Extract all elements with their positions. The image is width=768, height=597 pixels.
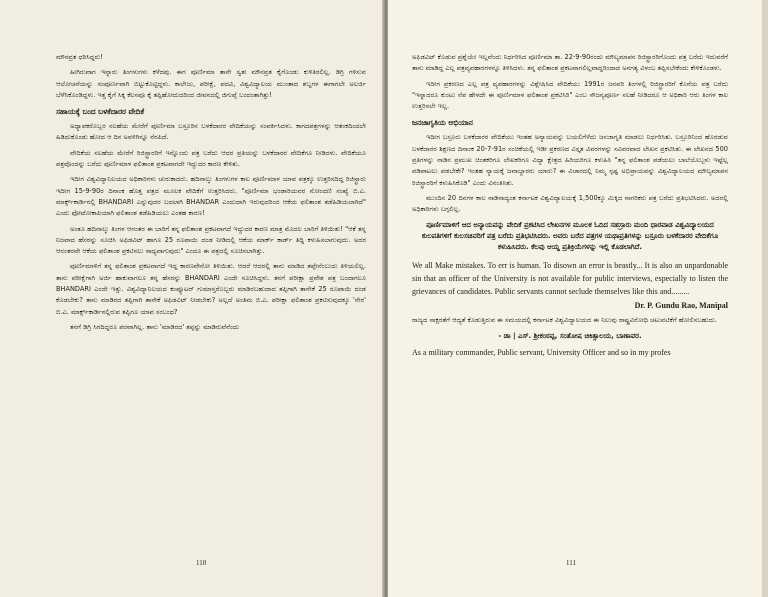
top-line: ಮೌನವ್ರತ ಧರಿಸಿದ್ದರು! [56,53,103,61]
paragraph: ಅಫಿಡವಿಟ್ ಕೊಡುವ ಪ್ರಶ್ನೆಯೇ ಇಲ್ಲವೆಂದು ನಿರ್ಧರಿಸಿದ ಪೂರ್ಣಿಮಾ ತಾ. 22-9-90ರಂದು ಮೌಲ್ಯಮಾಪನ ರಿಜಿಸ್ಟ್ರಾರರಿಗೊಂದು ಪತ್ರ ಬರೆದು ಇದುವರೆಗೆ ತಾನು ಮಾಡಿದ್ದ ಎಲ್ಲ ಪತ್ರವ್ಯವಹಾರಗಳನ್ನೂ ತಿಳಿಸಿದಳು. ತನ್ನ ಫಲಿತಾಂಶ ಪ್ರಕಟವಾಗಲಿಲ್ಲವಾದ್ದರಿಂದಾದ ಅನಗತ್ಯ ವಿಳಂಬ ತಪ್ಪಿಸಬೇಕೆಂದು ಕೇಳಿಕೊಂಡಳು. [412,53,728,73]
page-number: 111 [566,559,576,567]
paragraph: ರಾಜ್ಯದ ಸಾಕ್ಷರತೆಗೆ ಆದ್ಯತೆ ಕೊಡುತ್ತಿರುವ ಈ ಸಮಯದಲ್ಲಿ ಕರ್ನಾಟಕ ವಿಶ್ವವಿದ್ಯಾಲಯದ ಈ ನಿಲುವು ರಾಷ್ಟ್ರವಿರೋಧಿ ಚಟುವಟಿಕೆಗೆ ಹೋಲಿಸಬಹುದು. [412,316,717,325]
paragraph: ಇದೀಗ ವಿಶ್ವವಿದ್ಯಾನಿಲಯದ ಅಧಿಕಾರಿಗಳು ಚುರುಕಾದರು. ಹದಿನಾಲ್ಕು ತಿಂಗಳುಗಳ ಕಾಲ ಪೂರ್ಣಿಮಾಳ ಯಾವ ಪತ್ರಕ್ಕೂ ಉತ್ತರಿಸದಿದ್ದ ರಿಜಿಸ್ಟ್ರಾರು ಇದೀಗ 15-9-90ರ ದಿನಾಂಕ ಹೊತ್ತ ಪತ್ರದ ಮೂಲಕ ವೇದಿಕೆಗೆ ಉತ್ತರಿಸಿದರು. "ಪೂರ್ಣಿಮಾ ಭಂಡಾರಿಯವರ ನೋಂದಣಿ ಸಂಖ್ಯೆ ಬಿ.ಎ. ಮಾರ್ಕ್ಸ್‌ಕಾರ್ಡಿನಲ್ಲಿ BHANDARI ಎನ್ನುವುದರ ಬದಲಾಗಿ BHANDAR ಎಂದುದಾಗಿ ಇರುವುದರಿಂದ ಆಕೆಯ ಫಲಿತಾಂಶ ತಡೆಹಿಡಿಯಲಾಗಿದೆ" ಎಂದು ಫೋಟೋಕಾಪಿಯಾಗಿ ಫಲಿತಾಂಶ ತಡೆಹಿಡಿಯಲು ಎಂತಹ ಕಾರಣ! [56,175,366,218]
paragraph: ಅಧ್ಯಾಪಕರೊಬ್ಬರ ಸಲಹೆಯ ಮೇರೆಗೆ ಪೂರ್ಣಿಮಾ ಬಸ್ರೂರಿನ ಬಳಕೆದಾರರ ವೇದಿಕೆಯನ್ನು ಸಂಪರ್ಕಿಸಿದಳು. ಕಾಗದಪತ್ರಗಳನ್ನು ಆತಂಕದಿಂದಲೇ ಹಿಡಿದುಕೊಂಡು ಹೋದ ಆ ದಿನ ಅವಳಿಗಿನ್ನೂ ನೆನಪಿದೆ. [56,122,366,142]
paragraph: ಮುಂದಿನ 20 ದಿನಗಳ ಕಾಲ ನಾಡಿನಾದ್ಯಂತ ಕರ್ನಾಟಕ ವಿಶ್ವವಿದ್ಯಾಲಯಕ್ಕೆ 1,500ಕ್ಕೂ ಮಿಕ್ಕಿದ ನಾಗರಿಕರು ಪತ್ರ ಬರೆದು ಪ್ರತಿಭಟಿಸಿದರು. ಅದರಲ್ಲಿ ಅಧಿಕಾರಿಗಳು ಬಗ್ಗಲಿಲ್ಲ. [412,193,728,214]
quote-signature: - ಡಾ | ಎಸ್. ಶ್ರೀಕಂಠಪ್ಪ, ಸಂತೋಷ ಚಿಕಿತ್ಸಾಲಯ, ಬಾಣಾವರ. [498,331,642,340]
paragraph: ಅಂತೂ ಹದಿನಾಲ್ಕು ತಿಂಗಳ ಆನಂತರ ಈ ಬಾರಿಗೆ ತನ್ನ ಫಲಿತಾಂಶ ಪ್ರಕಟವಾಗದೆ ಇದ್ದುದರ ಕಾರಣ ಮಾತ್ರ ಮೊದಲ ಬಾರಿಗೆ ತಿಳಿಯಿತು! "ಆಕೆ ತನ್ನ ನಿಜವಾದ ಹೆಸರನ್ನು ಸೂಚಿಸಿ ಅಫಿಡವಿಟ್ ಹಾಗೂ 25 ರೂಪಾಯಿ ದಂಡ ನೀಡಿದಲ್ಲಿ ಆಕೆಯ ಮಾರ್ಕ್ ಕಾರ್ಡ್ ತಿದ್ದಿ ಕಳುಹಿಸಲಾಗುವುದು. ಅದರ ಆನಂತರವೇ ಆಕೆಯ ಫಲಿತಾಂಶ ಪ್ರಕಟಿಸಲು ಸಾಧ್ಯವಾಗುವುದು" ಎಂದೂ ಈ ಪತ್ರದಲ್ಲಿ ಸೂಚಿಸಲಾಗಿತ್ತು. [56,224,366,256]
paragraph: ವೇದಿಕೆಯ ಸಲಹೆಯ ಮೇರೆಗೆ ರಿಜಿಸ್ಟ್ರಾರರಿಗೆ ಇನ್ನೊಂದು ಪತ್ರ ಬರೆದು ಆದರ ಪ್ರತಿಯನ್ನು ಬಳಕೆದಾರರ ವೇದಿಕೆಗೂ ನೀಡಿದಳು. ವೇದಿಕೆಯೂ ಪತ್ರವೊಂದನ್ನು ಬರೆದು ಪೂರ್ಣಿಮಾಳ ಫಲಿತಾಂಶ ಪ್ರಕಟವಾಗದೇ ಇದ್ದುದರ ಕಾರಣ ಕೇಳಿತು. [56,148,366,169]
paragraph: ಹೀಗಿರುವಾಗ ಇನ್ನಾರು ತಿಂಗಳುಗಳು ಕಳೆದವು. ಈಗ ಪೂರ್ಣಿಮಾ ತಾನೇ ಸ್ವತಃ ಮೌನವ್ರತ ಕೈಗೊಂಡು ಕುಳಿತಿರಲಿಲ್ಲ. ಡಿಗ್ರಿ ಗಳಿಸುವ ಆಲೋಚನೆಯನ್ನು ಸಂಪೂರ್ಣವಾಗಿ ಬಿಟ್ಟುಕೊಟ್ಟಿದ್ದಳು. ಕಾಲೇಜು, ಪರೀಕ್ಷೆ, ಪದವಿ, ವಿಶ್ವವಿದ್ಯಾಲಯ ಮುಂತಾದ ಶಬ್ದಗಳ ಈಗಾಗಲೇ ಅಲರ್ಜಿ ಬೆಳೆಸಿಕೊಂಡಿದ್ದಳು. ಇತ್ತ ಕೈಗೆ ಸಿಕ್ಕ ಕೆಲಸವೂ ಕೈ ತಪ್ಪಿಹೋದುದರಿಂದ ಜೀವನದಲ್ಲಿ ಜಿಗುಪ್ಸೆ ಬಂದಂತಾಗಿತ್ತು! [56,68,366,99]
right-page [388,0,768,597]
section-heading: ಸಹಾಯಕ್ಕೆ ಬಂದ ಬಳಕೆದಾರರ ವೇದಿಕೆ [56,107,145,117]
paragraph: ಪೂರ್ಣಿಮಾಳಿಗೆ ತನ್ನ ಫಲಿತಾಂಶ ಪ್ರಕಟವಾಗದೆ ಇದ್ದ ಕಾರಣವೇನೋ ತಿಳಿಯಿತು. ಆದರೆ ಆದರಲ್ಲಿ ತಾನು ಮಾಡಿದ ತಪ್ಪೇನೆಂಬುದು ತಿಳಿಯಲಿಲ್ಲ. ತಾನು ಪರೀಕ್ಷೆಗಾಗಿ ಅರ್ಜಿ ಹಾಕುವಾಗಲೂ ತನ್ನ ಹೆಸರನ್ನು BHANDARI ಎಂದೇ ಸೂಚಿಸಿದ್ದಳು. ತನಗೆ ಪರೀಕ್ಷಾ ಪ್ರವೇಶ ಪತ್ರ ಬಂದಾಗಲೂ BHANDARI ಎಂದೇ ಇತ್ತು. ವಿಶ್ವವಿದ್ಯಾನಿಲಯದ ಕಂಪ್ಯೂಟರ್ ಗುಮಾಸ್ತರೊಬ್ಬರು ಮಾಡಿರಬಹುದಾದ ತಪ್ಪಿಗಾಗಿ ತಾನೇಕೆ 25 ರೂಪಾಯಿ ದಂಡ ಕೊಡಬೇಕು? ತಾನು ಮಾಡಿರದ ತಪ್ಪಿಗಾಗಿ ತಾನೇಕೆ ಅಫಿಡವಿಟ್ ನೀಡಬೇಕು? ಅಲ್ಲದೆ ಅಂತಿಮ ಬಿ.ಎ. ಪರೀಕ್ಷಾ ಫಲಿತಾಂಶ ಪ್ರಕಟಿಸುವುದಕ್ಕೂ 'ನೇರ' ಬಿ.ಎ. ಮಾರ್ಕ್ಸ್‌ಕಾರ್ಡಿನಲ್ಲಿರುವ ತಪ್ಪಿಗೂ ಯಾವ ಸಂಬಂಧ? [56,262,366,316]
paragraph: ತನಗೆ ಡಿಗ್ರಿ ಸಿಗದಿದ್ದರೂ ಪರವಾಗಿಲ್ಲ. ತಾನು 'ಮಾಡಿರದ' ತಪ್ಪನ್ನು ಮಾಡಿರುವೆನೆಂದು [70,322,240,331]
page-edge [762,0,768,597]
english-quote: As a military commander, Public servant, University Officer and so in my profes [412,348,671,358]
section-heading: ಜನಜಾಗೃತಿಯ ಅಭಿಯಾನ [412,118,473,128]
page-number: 110 [196,559,207,567]
paragraph: ಇದೀಗ ಬಸ್ರೂರು ಬಳಕೆದಾರರ ವೇದಿಕೆಯು ಇಂತಹ ಅನ್ಯಾಯವನ್ನು ಬಯಲಿಗೆಳೆದು ಜನಜಾಗೃತಿ ಮಾಡಲು ನಿರ್ಧರಿಸಿತು. ಬಸ್ರೂರಿನಿಂದ ಹೊರಡುವ ಬಳಕೆದಾರರ ಶಿಕ್ಷಣದ ದಿನಾಂಕ 20-7-91ರ ಸಂಚಿಕೆಯಲ್ಲಿ ಇಡೀ ಪ್ರಕರಣದ ವಿಸ್ತೃತ ವಿವರಗಳನ್ನು ಸವಿವರವಾದ ಲೇಖನ ಪ್ರಕಟಿಸಿತು. ಈ ಲೇಖನದ 500 ಪ್ರತಿಗಳನ್ನು ನಾಡಿನ ಪ್ರಮುಖ ಚಿಂತಕರಿಗೂ ಲೇಖಕರಿಗೂ ವಿದ್ಯಾ ಕ್ಷೇತ್ರದ ಹಿರಿಯರಿಗೂ ಕಳುಹಿಸಿ "ತನ್ನ ಫಲಿತಾಂಶ ಪಡೆಯಲು ಬಾಲೆಯೊಬ್ಬಳು ಇಷ್ಟೆಲ್ಲ ಪಡಿಪಾಟಲು ಪಡಬೇಕೇ? ಇಂತಹ ನ್ಯಾಯಕ್ಕೆ ಜವಾಬ್ದಾರರು ಯಾರು? ಈ ವಿಚಾರದಲ್ಲಿ ನಿಮ್ಮ ಸ್ಪಷ್ಟ ಅಭಿಪ್ರಾಯವನ್ನು ವಿಶ್ವವಿದ್ಯಾಲಯದ ಮೌಲ್ಯಮಾಪನ ರಿಜಿಸ್ಟ್ರಾರರಿಗೆ ಕಳುಹಿಸಿಕೊಡಿ" ಎಂದು ವಿನಂತಿಸಿತು. [412,133,728,187]
quote-signature: Dr. P. Gundu Rao, Manipal [634,301,728,311]
paragraph: ಇದೀಗ ಪ್ರಕರಣದ ಎಲ್ಲ ಪತ್ರ ವ್ಯವಹಾರಗಳನ್ನು ವಿಶ್ಲೇಷಿಸಿದ ವೇದಿಕೆಯು 1991ರ ಜನವರಿ ತಿಂಗಳಲ್ಲಿ ರಿಜಿಸ್ಟ್ರಾರರಿಗೆ ಕೊನೆಯ ಪತ್ರ ಬರೆದು "ಇನ್ನಾದರೂ ಕುಂಟು ನೆಪ ಹೇಳದೇ ಈ ಪೂರ್ಣಿಮಾಳ ಫಲಿತಾಂಶ ಪ್ರಕಟಿಸಿರಿ" ಎಂಬ ಸೌಜನ್ಯಪೂರ್ಣ ಸಲಹೆ ನೀಡಿದರೂ ಆ ಅಧಿಕಾರಿ ಆರು ತಿಂಗಳ ಕಾಲ ಉತ್ತರಿಸಲೇ ಇಲ್ಲ. [412,79,728,111]
highlight-paragraph: ಪೂರ್ಣಿಮಾಳಿಗೆ ಆದ ಅನ್ಯಾಯವನ್ನು ವೇದಿಕೆ ಪ್ರಕಟಿಸಿದ ಲೇಖನಗಳ ಮೂಲಕ ಓದಿದ ಸಹಸ್ರಾರು ಮಂದಿ ಧಾರವಾಡ ವಿಶ್ವವಿದ್ಯಾಲಯದ ಕುಲಪತಿಗಳಿಗೆ ಕುಲಸಚಿವರಿಗೆ ಪತ್ರ ಬರೆದು ಪ್ರತಿಭಟಿಸಿದರು. ಅವರು ಬರೆದ ಪತ್ರಗಳ ಯಥಾಪ್ರತಿಗಳನ್ನು ಬಸ್ರೂರು ಬಳಕೆದಾರರ ವೇದಿಕೆಗೂ ಕಳುಹಿಸಿದರು. ಕೆಲವು ಆಯ್ದ ಪ್ರತಿಕ್ರಿಯೆಗಳನ್ನು ಇಲ್ಲಿ ಕೊಡಲಾಗಿದೆ. [421,220,719,252]
english-quote: We all Make mistakes. To err is human. To disown an error is beastly... It is also an unpardonable sin that an officer of the University is not available for public interviews, especially to listen the grievances of candidates. Public servants cannot seclude themselves like this and......... [412,261,728,297]
